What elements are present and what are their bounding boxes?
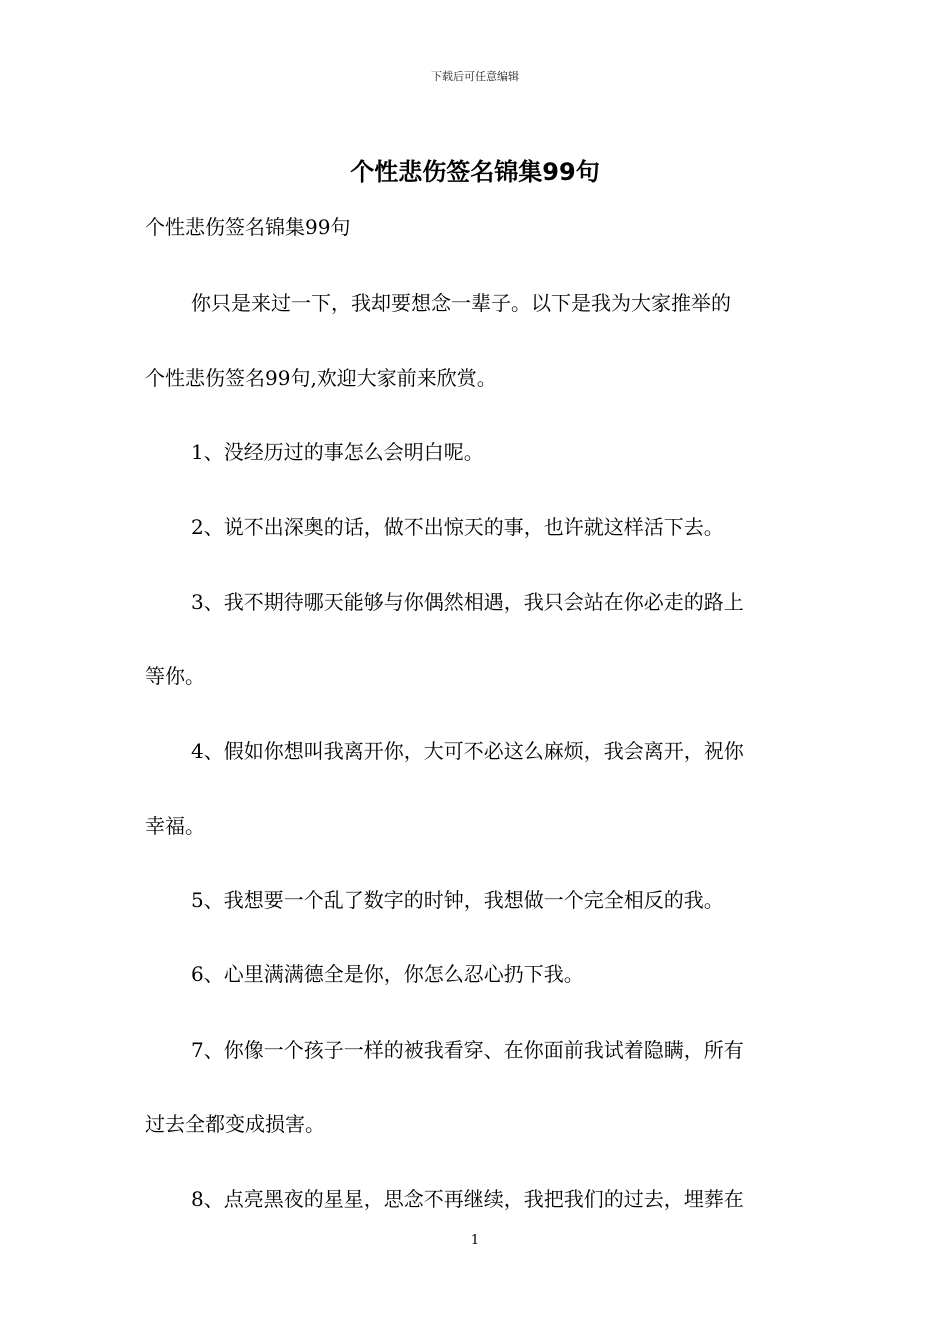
document-subtitle: 个性悲伤签名锦集99句 [145, 215, 351, 239]
list-item-line: 7、你像一个孩子一样的被我看穿、在你面前我试着隐瞒，所有 [191, 1038, 744, 1062]
document-title: 个性悲伤签名锦集99句 [350, 158, 600, 186]
header-note: 下载后可任意编辑 [431, 70, 519, 83]
intro-line-2: 个性悲伤签名99句,欢迎大家前来欣赏。 [145, 366, 497, 390]
list-item-line: 等你。 [145, 664, 205, 688]
list-item-line: 3、我不期待哪天能够与你偶然相遇，我只会站在你必走的路上 [191, 590, 744, 614]
list-item-line: 4、假如你想叫我离开你，大可不必这么麻烦，我会离开，祝你 [191, 739, 744, 763]
list-item-line: 6、心里满满德全是你，你怎么忍心扔下我。 [191, 962, 584, 986]
page-number: 1 [470, 1233, 480, 1248]
list-item-line: 过去全都变成损害。 [145, 1112, 325, 1136]
list-item-line: 2、说不出深奥的话，做不出惊天的事，也许就这样活下去。 [191, 515, 724, 539]
list-item-line: 1、没经历过的事怎么会明白呢。 [191, 440, 484, 464]
list-item-line: 5、我想要一个乱了数字的时钟，我想做一个完全相反的我。 [191, 888, 724, 912]
list-item-line: 幸福。 [145, 814, 205, 838]
list-item-line: 8、点亮黑夜的星星，思念不再继续，我把我们的过去，埋葬在 [191, 1187, 744, 1211]
intro-line-1: 你只是来过一下，我却要想念一辈子。以下是我为大家推举的 [191, 291, 731, 315]
